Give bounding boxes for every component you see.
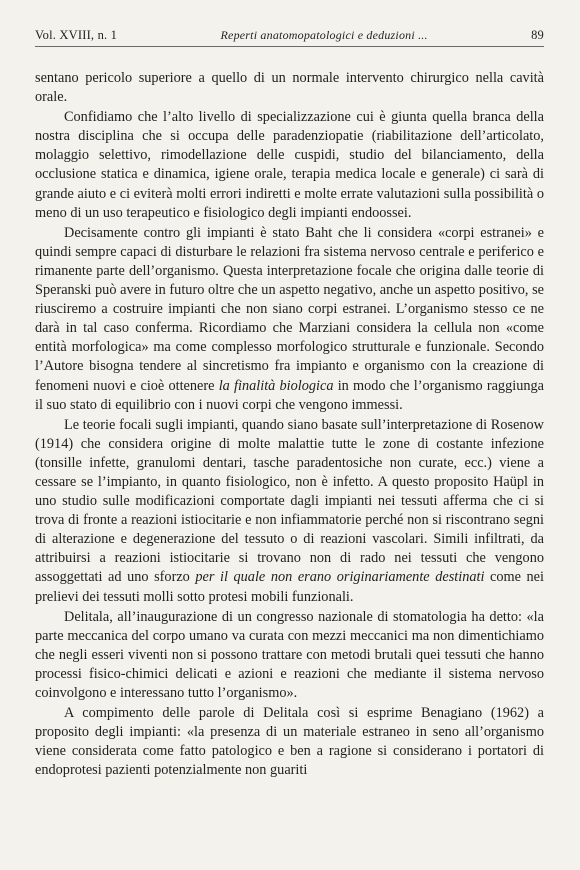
paragraph-delitala: Delitala, all’inaugurazione di un congresso nazionale di stomatologia ha detto: «la parte meccanica del corpo umano va curata con mezzi meccanici ma non dimentichiamo che negli esseri viventi non si possono trattare con metodi brutali quei tessuti che hanno processi fisico-chimici delicati e azioni e reazioni che mediante il sistema nervoso coinvolgono e interessano tutto l’organismo».	[35, 608, 544, 701]
paragraph-baht-emphasis: la finalità biologica	[218, 377, 334, 394]
paragraph-baht-text-2: in modo che l’organismo raggiunga il suo stato di equilibrio con i nuovi corpi che vengono immessi.	[35, 377, 544, 413]
paragraph-rosenow-emphasis: per il quale non erano originariamente destinati	[195, 569, 485, 586]
volume-issue: Vol. XVIII, n. 1	[35, 28, 118, 42]
paragraph-baht-text-1: Decisamente contro gli impianti è stato Baht che li considera «corpi estranei» e quindi sempre capaci di disturbare le relazioni fra sistema nervoso centrale e periferico e rimanente parte dell’organismo. Questa interpretazione focale che origina dalle teorie di Speranski può avere in futuro oltre che un aspetto negativo, anche un aspetto positivo, se riusciremo a costruire impianti che non siano corpi estranei. L’organismo stesso ce ne darà in tal caso conferma. Ricordiamo che Marziani considera la cellula non «come entità morfologica» ma come complesso morfologico strutturale e funzionale. Secondo l’Autore bisogna tendere al sincretismo fra impianto e organismo con la creazione di fenomeni nuovi e cioè ottenere	[35, 224, 544, 394]
paragraph-baht	[35, 224, 544, 415]
page-number: 89	[531, 28, 544, 42]
paragraph-rosenow-text-1: Le teorie focali sugli impianti, quando siano basate sull’interpretazione di Rosenow (1914) che considera origine di molte malattie tutte le zone di costante infezione (tonsille infette, granulomi dentari, tasche paradentosiche non curate, ecc.) viene a cessare se l’impianto, in quanto fisiologico, non è infetto. A questo proposito Haüpl in uno studio sulle modificazioni comportate dagli impianti nei tessuti afferma che ci si trova di fronte a reazioni istiocitarie e non infiammatorie perché non si riscontrano segni di alterazione e degenerazione del tessuto o di reazioni vascolari. Simili infiltrati, da attribuirsi a reazioni istiocitarie si trovano non di rado nei tessuti che vengono assoggettati ad uno sforzo	[35, 416, 544, 586]
paragraph-continuation: sentano pericolo superiore a quello di un normale intervento chirurgico nella cavità orale.	[35, 70, 544, 106]
paragraph-specializzazione: Confidiamo che l’alto livello di specializzazione cui è giunta quella branca della nostra disciplina che si occupa delle paradenziopatie (riabilitazione dell’articolato, molaggio selettivo, rimodellazione delle cuspidi, studio del bilanciamento, della occlusione statica e dinamica, igiene orale, terapia medica locale e generale) ci sarà di grande aiuto e ci eviterà molti errori indiretti e molte errate valutazioni sulla possibilità o meno di un uso terapeutico e fisiologico degli impianti endoossei.	[35, 109, 544, 221]
paragraph-rosenow	[35, 416, 544, 607]
paragraph-benagiano: A compimento delle parole di Delitala così si esprime Benagiano (1962) a proposito degli impianti: «la presenza di un materiale estraneo in seno all’organismo viene considerata come fatto patologico e ben a ragione si considerano i portatori di endoprotesi pazienti potenzialmente non guariti	[35, 705, 544, 779]
running-head	[35, 28, 544, 47]
running-title: Reperti anatomopatologici e deduzioni ...	[220, 28, 428, 42]
paragraph-rosenow-text-2: come nei prelievi dei tessuti molli sotto protesi mobili funzionali.	[35, 569, 544, 605]
body-text	[35, 69, 544, 780]
